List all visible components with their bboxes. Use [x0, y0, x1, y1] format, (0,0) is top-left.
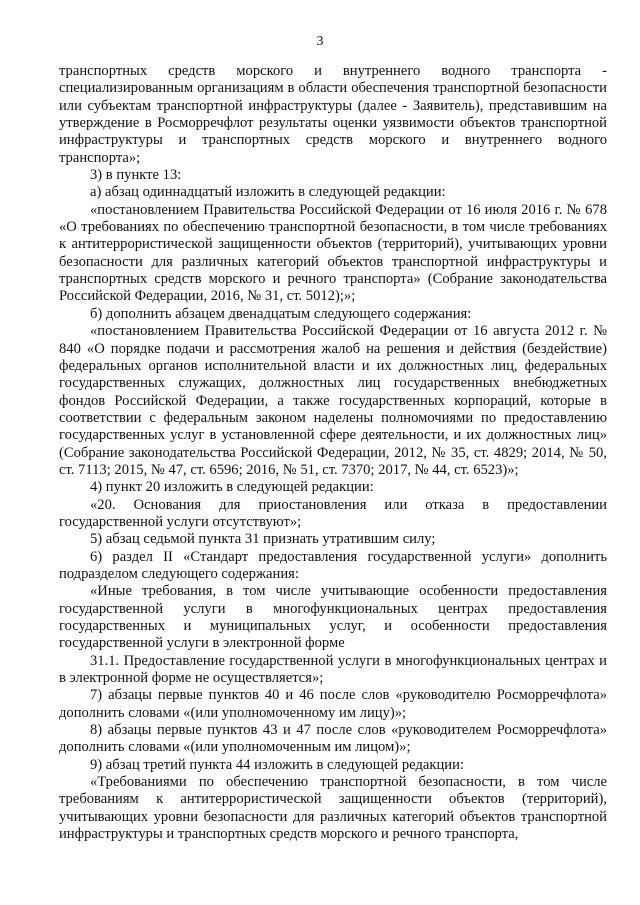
paragraph-item-3: 3) в пункте 13: — [90, 167, 182, 184]
paragraph-quote-20: «20. Основания для приостановления или отказа в предоставлении государственной услуги отсутствуют»; — [59, 496, 607, 530]
paragraph-31-1: 31.1. Предоставление государственной услуги в многофункциональных центрах и в электронной форме не осуществляется»; — [59, 652, 607, 687]
paragraph-item-6: 6) раздел II «Стандарт предоставления государственной услуги» дополнить подразделом следующего содержания: — [59, 548, 607, 582]
paragraph-quote-678: «постановлением Правительства Российской Федерации от 16 июля 2016 г. № 678 «О требованиях по обеспечению транспортной безопасности, в том числе требованиях к антитеррористической защищенности объектов (территорий), учитывающих уровни безопасности для различных категорий объектов транспортной инфраструктуры и транспортных средств морского и речного транспорта» (Собрание законодательства Российской Федерации, 2016, № 31, ст. 5012);»; — [59, 201, 607, 305]
paragraph-item-5: 5) абзац седьмой пункта 31 признать утратившим силу; — [90, 531, 436, 548]
paragraph-item-4: 4) пункт 20 изложить в следующей редакции: — [90, 479, 374, 496]
document-body — [59, 63, 607, 843]
paragraph-item-8: 8) абзацы первые пунктов 43 и 47 после слов «руководителем Росморречфлота» дополнить словами «(или уполномоченным им лицом)»; — [59, 722, 607, 756]
paragraph-other-requirements: «Иные требования, в том числе учитывающие особенности предоставления государственной услуги в многофункциональных центрах предоставления государственных и муниципальных услуг, и особенности предоставления государственной услуги в электронной форме — [59, 583, 607, 652]
paragraph-item-7: 7) абзацы первые пунктов 40 и 46 после слов «руководителю Росморречфлота» дополнить словами «(или уполномоченному им лицу)»; — [59, 687, 607, 721]
paragraph-quote-840: «постановлением Правительства Российской Федерации от 16 августа 2012 г. № 840 «О порядке подачи и рассмотрения жалоб на решения и действия (бездействие) федеральных органов исполнительной власти и их должностных лиц, федеральных государственных служащих, должностных лиц государственных внебюджетных фондов Российской Федерации, а также государственных корпораций, которые в соответствии с федеральным законом наделены полномочиями по предоставлению государственных услуг в установленной сфере деятельности, и их должностных лиц» (Собрание законодательства Российской Федерации, 2012, № 35, ст. 4829; 2014, № 50, ст. 7113; 2015, № 47, ст. 6596; 2016, № 51, ст. 7370; 2017, № 44, ст. 6523)»; — [59, 323, 607, 478]
paragraph-quote-requirements: «Требованиями по обеспечению транспортной безопасности, в том числе требованиям к антитеррористической защищенности объектов (территорий), учитывающих уровни безопасности для различных категорий объектов транспортной инфраструктуры и транспортных средств морского и речного транспорта, — [59, 774, 607, 843]
page-number: 3 — [316, 34, 324, 49]
paragraph-item-3a: а) абзац одиннадцатый изложить в следующей редакции: — [90, 184, 446, 201]
paragraph-item-3b: б) дополнить абзацем двенадцатым следующего содержания: — [90, 305, 472, 322]
paragraph-item-9: 9) абзац третий пункта 44 изложить в следующей редакции: — [90, 756, 464, 773]
paragraph-continuation: транспортных средств морского и внутреннего водного транспорта - специализированным организациям в области обеспечения транспортной безопасности или субъектам транспортной инфраструктуры (далее - Заявитель), представившим на утверждение в Росморречфлот результаты оценки уязвимости объектов транспортной инфраструктуры и транспортных средств морского и внутреннего водного транспорта»; — [59, 63, 607, 166]
